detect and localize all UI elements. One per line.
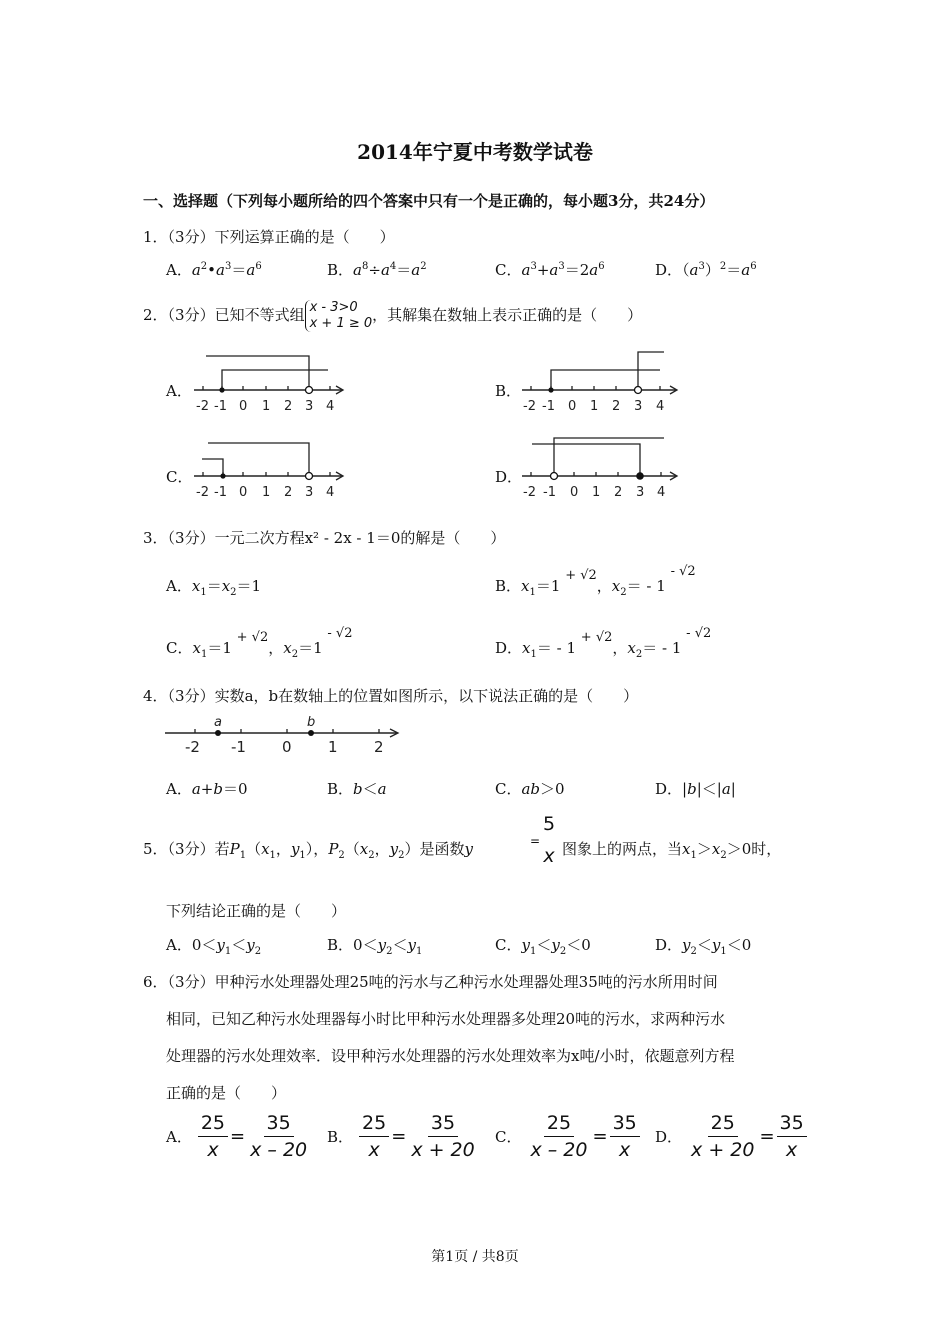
q1-option-d: D．$(a^3)^2=a^6$ (655, 261, 757, 279)
page-footer: 第1页 / 共8页 (431, 1249, 519, 1265)
svg-text:-2: -2 (196, 399, 209, 414)
q5-stem: 5．（3分）若$P_1(x_1$，$y_1$），$P_2(x_2$，$y_2$）是函数y (143, 840, 474, 861)
svg-text:3: 3 (305, 399, 314, 414)
svg-text:0: 0 (568, 399, 577, 414)
svg-text:1: 1 (262, 399, 271, 414)
q6-option-d: D． $\frac{25}{x + 20}$ = $\frac{35}{x}$ (655, 1112, 807, 1161)
q6-line-4: 正确的是（ ） (166, 1084, 287, 1102)
svg-text:-1: -1 (543, 485, 556, 500)
tick-labels (196, 399, 334, 414)
svg-text:0: 0 (282, 738, 292, 756)
page-title: 2014年宁夏中考数学试卷 (357, 140, 593, 164)
svg-text:2: 2 (284, 485, 293, 500)
q4-option-a: A．a+b＝0 (166, 780, 248, 798)
svg-text:2: 2 (614, 485, 623, 500)
svg-text:1: 1 (328, 738, 338, 756)
q2-option-b-label: B． (495, 382, 522, 400)
q2-number-line-c (190, 434, 350, 502)
q6-option-c: C． $\frac{25}{x - 20}$ = $\frac{35}{x}$ (495, 1112, 640, 1161)
svg-text:4: 4 (326, 485, 335, 500)
q1-option-c: C．$a^3+a^3=2a^6$ (495, 261, 605, 279)
q5-option-c: C．$y_1<y_2<0$ (495, 936, 591, 957)
q1-stem: 1．（3分）下列运算正确的是（ ） (143, 228, 395, 246)
q2-number-line-a (190, 348, 350, 416)
q2-option-d-label: D． (495, 468, 523, 486)
q4-stem: 4．（3分）实数a，b在数轴上的位置如图所示，以下说法正确的是（ ） (143, 687, 639, 705)
svg-text:0: 0 (570, 485, 579, 500)
svg-text:-2: -2 (523, 485, 536, 500)
q3-stem: 3．（3分）一元二次方程x² - 2x - 1＝0的解是（ ） (143, 529, 506, 547)
q5-option-a: A．$0<y_1<y_2$ (166, 936, 262, 957)
q3-option-b: B．$x_1=1 + √2$，$x_2= - 1 - √2$ (495, 564, 696, 598)
q2-number-line-b (518, 348, 683, 416)
q5-equals-sign: = (530, 834, 541, 848)
svg-text:a: a (214, 715, 222, 730)
q2-option-c-label: C． (166, 468, 193, 486)
svg-text:0: 0 (239, 485, 248, 500)
q6-option-a: A． $\frac{25}{x}$ = $\frac{35}{x - 20}$ (166, 1112, 308, 1161)
svg-text:2: 2 (612, 399, 621, 414)
svg-text:-1: -1 (542, 399, 555, 414)
q4-option-d: D．|b|＜|a| (655, 780, 736, 798)
q6-line-2: 相同，已知乙种污水处理器每小时比甲种污水处理器多处理20吨的污水，求两种污水 (166, 1010, 726, 1028)
svg-text:0: 0 (239, 399, 248, 414)
svg-text:3: 3 (636, 485, 645, 500)
q2-number-line-d (518, 434, 683, 502)
q3-option-d: D．$x_1= - 1 + √2$，$x_2= - 1 - √2$ (495, 626, 712, 660)
svg-text:4: 4 (326, 399, 335, 414)
svg-text:3: 3 (305, 485, 314, 500)
svg-text:-2: -2 (185, 738, 200, 756)
svg-text:-1: -1 (214, 399, 227, 414)
q4-option-b: B．b＜a (327, 780, 387, 798)
q3-option-c: C．$x_1=1 + √2$，$x_2=1 - √2$ (166, 626, 353, 660)
q6-option-b: B． $\frac{25}{x}$ = $\frac{35}{x + 20}$ (327, 1112, 475, 1161)
q2-stem: 2．（3分）已知不等式组 x - 3>0 x + 1 ≥ 0，其解集在数轴上表示正确的是（ ） (143, 300, 643, 331)
inequality-system: x - 3>0 x + 1 ≥ 0 (305, 300, 373, 332)
q1-option-b: B．$a^8\div a^4=a^2$ (327, 261, 427, 279)
q1-option-a: A．$a^2•a^3=a^6$ (166, 261, 262, 279)
svg-text:-2: -2 (523, 399, 536, 414)
q4-number-line (163, 710, 408, 760)
q5-fraction: 5 x (543, 813, 556, 867)
q5-stem-tail: 图象上的两点，当$x_1>x_2>0$时， (562, 840, 782, 861)
svg-text:1: 1 (592, 485, 601, 500)
q3-option-a: A．$x_1=x_2=1$ (166, 577, 262, 598)
svg-text:-2: -2 (196, 485, 209, 500)
svg-text:b: b (307, 715, 316, 730)
q2-option-a-label: A． (166, 382, 192, 400)
q6-line-1: 6．（3分）甲种污水处理器处理25吨的污水与乙种污水处理器处理35吨的污水所用时间 (143, 973, 718, 991)
svg-text:2: 2 (284, 399, 293, 414)
q6-line-3: 处理器的污水处理效率．设甲种污水处理器的污水处理效率为x吨/小时，依题意列方程 (166, 1047, 735, 1065)
section-heading: 一、选择题（下列每小题所给的四个答案中只有一个是正确的，每小题3分，共24分） (143, 192, 715, 210)
q5-stem-line2: 下列结论正确的是（ ） (166, 902, 347, 920)
svg-text:2: 2 (374, 738, 384, 756)
q5-option-b: B．$0<y_2<y_1$ (327, 936, 423, 957)
svg-text:3: 3 (634, 399, 643, 414)
svg-text:1: 1 (262, 485, 271, 500)
svg-text:-1: -1 (214, 485, 227, 500)
svg-text:4: 4 (656, 399, 665, 414)
q4-option-c: C．ab＞0 (495, 780, 565, 798)
svg-text:1: 1 (590, 399, 599, 414)
q5-option-d: D．$y_2<y_1<0$ (655, 936, 752, 957)
svg-text:4: 4 (657, 485, 666, 500)
svg-text:-1: -1 (231, 738, 246, 756)
